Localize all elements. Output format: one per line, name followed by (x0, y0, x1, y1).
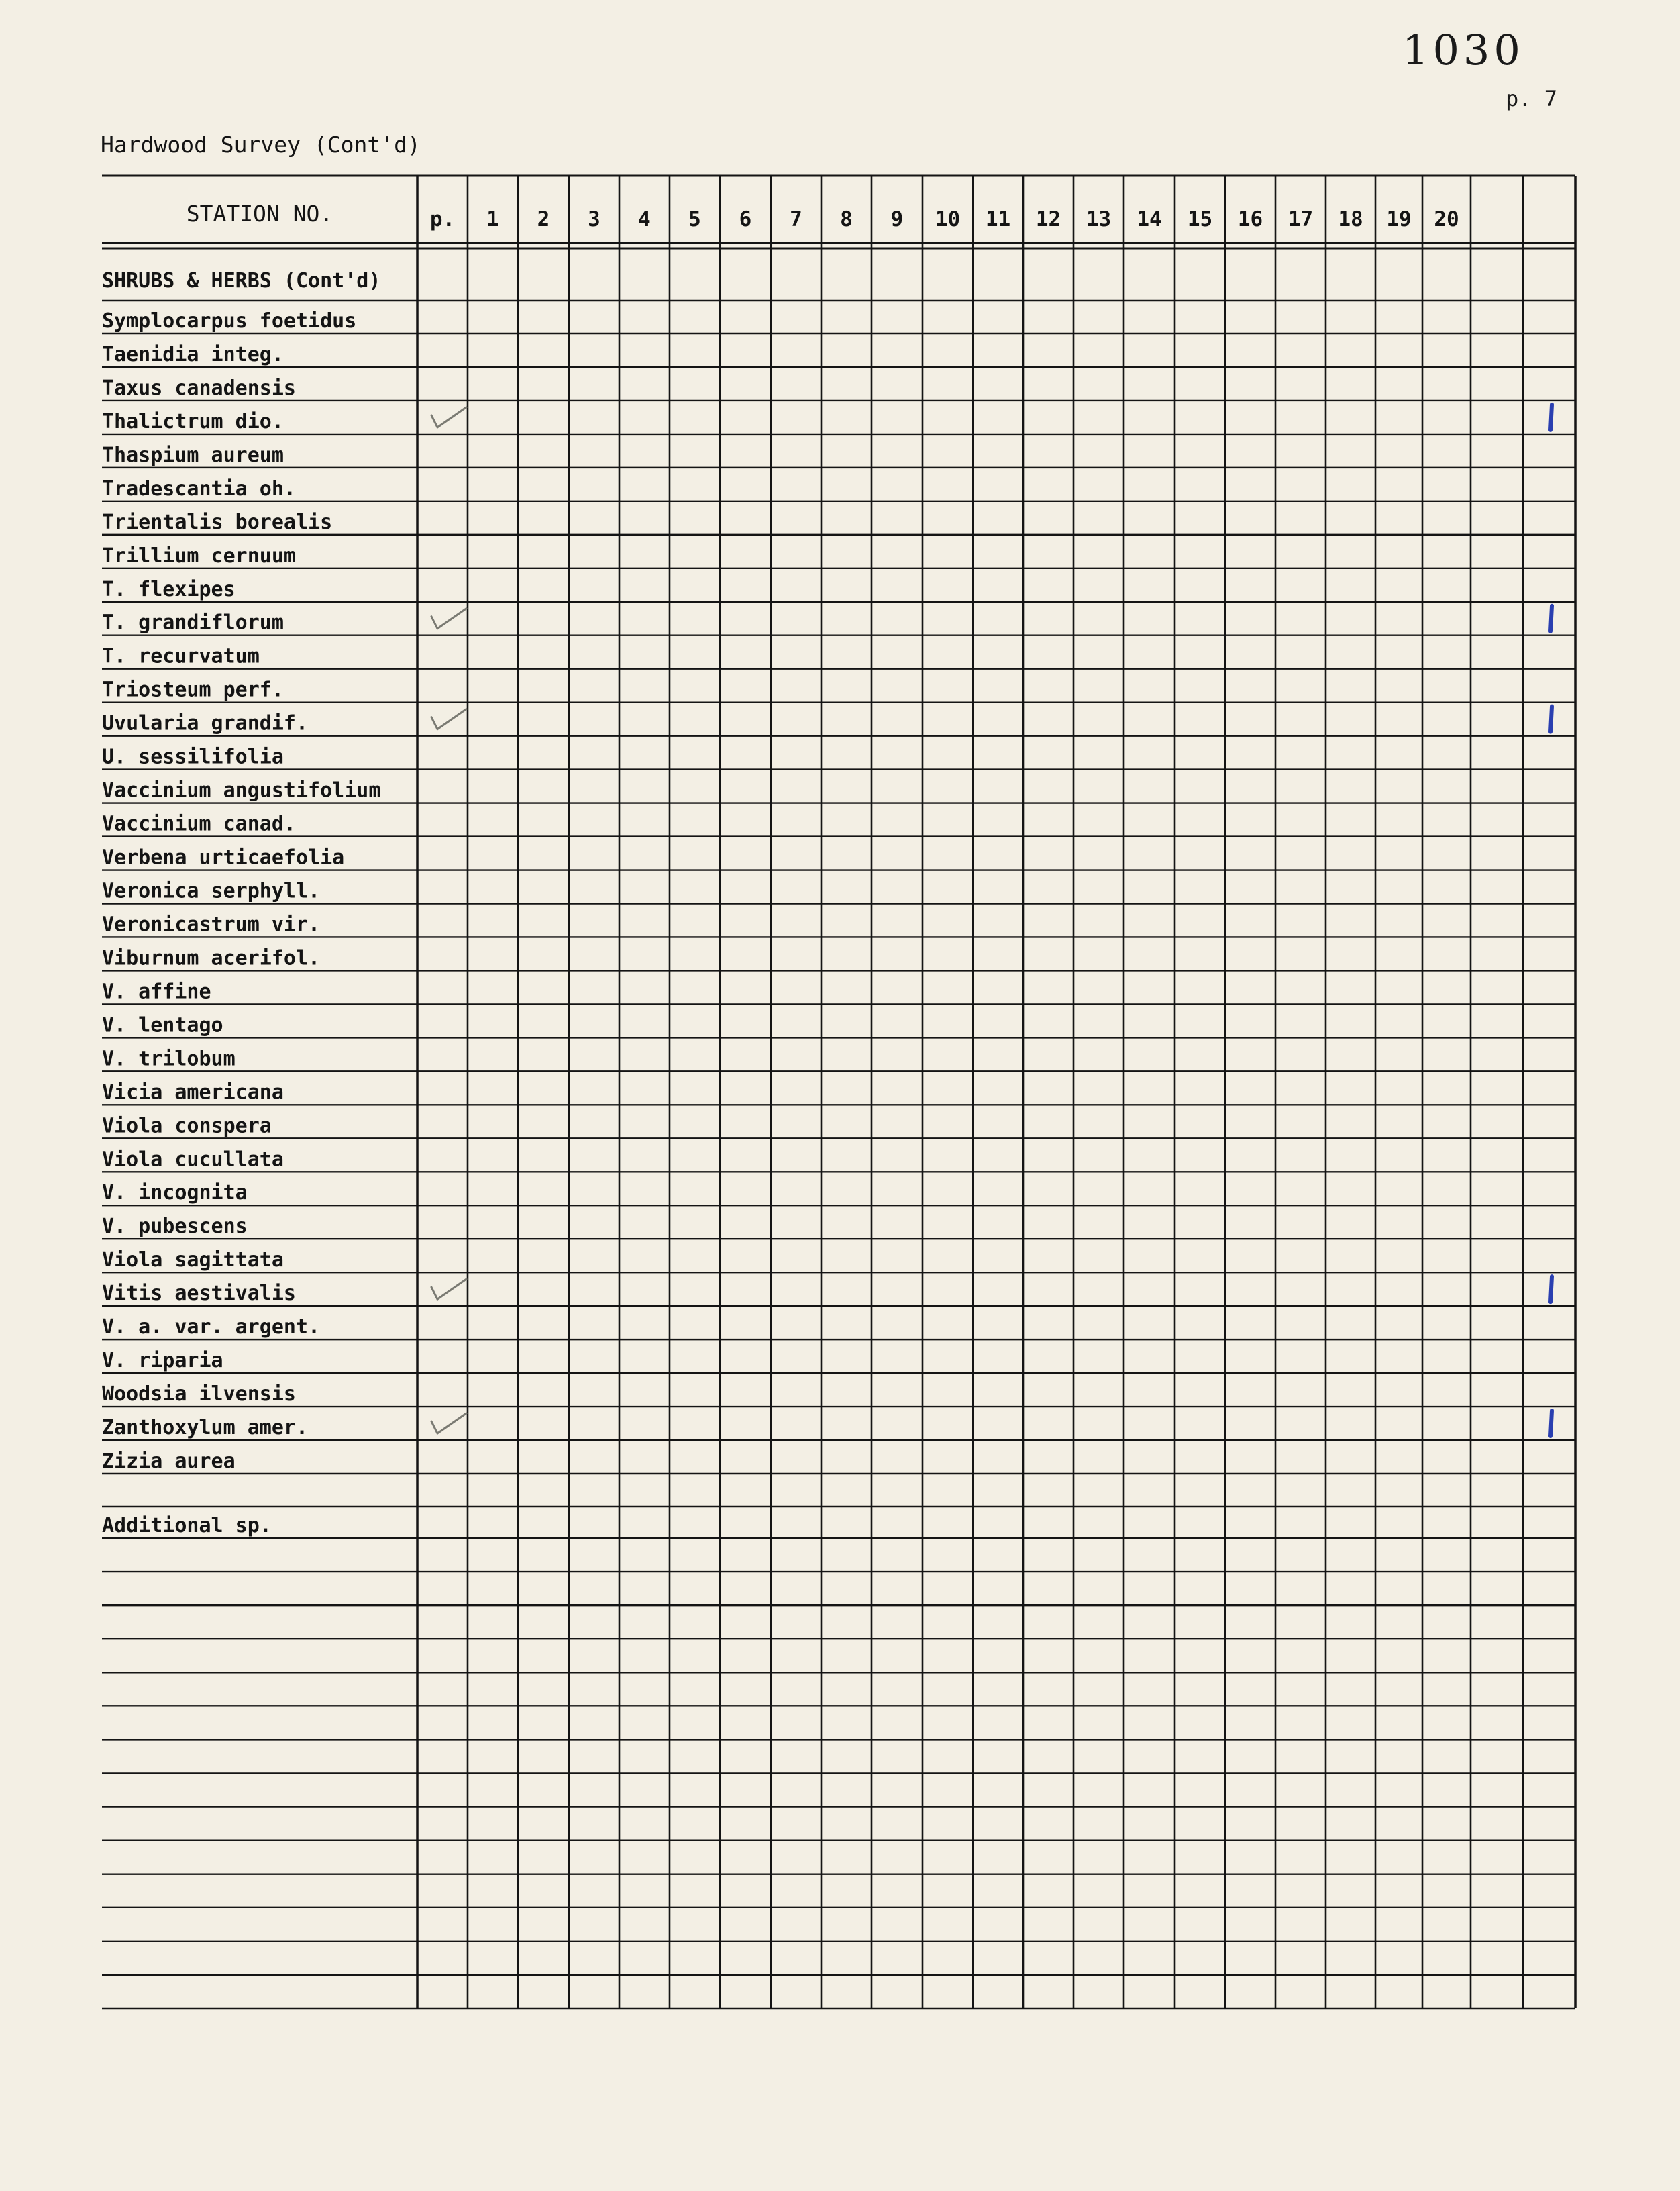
column-header: 20 (1434, 207, 1459, 232)
column-header: 10 (935, 207, 961, 232)
species-label: Symplocarpus foetidus (102, 309, 357, 333)
species-label: T. recurvatum (102, 644, 260, 668)
species-label: Veronicastrum vir. (102, 913, 321, 937)
column-header: 2 (537, 207, 550, 232)
blue-tally-mark (1551, 606, 1552, 631)
column-header: 15 (1187, 207, 1213, 232)
species-label: Woodsia ilvensis (102, 1382, 296, 1407)
species-label: Viola conspera (102, 1114, 272, 1138)
species-label: U. sessilifolia (102, 745, 284, 769)
species-label: T. flexipes (102, 577, 235, 601)
column-header: 12 (1035, 207, 1061, 232)
column-header: 1 (486, 207, 499, 232)
column-header: 9 (890, 207, 904, 232)
pencil-check-mark (431, 407, 466, 427)
column-header: 5 (688, 207, 701, 232)
species-label: V. trilobum (102, 1047, 235, 1071)
column-header: 6 (739, 207, 752, 232)
species-label: Zizia aurea (102, 1449, 235, 1473)
species-label: Tradescantia oh. (102, 476, 296, 501)
species-label: V. riparia (102, 1349, 223, 1373)
species-label: Triosteum perf. (102, 678, 284, 702)
column-header: p. (429, 207, 456, 232)
column-header: 16 (1237, 207, 1263, 232)
species-label: Thaspium aureum (102, 443, 284, 467)
species-label: V. affine (102, 980, 211, 1004)
species-label: Thalictrum dio. (102, 409, 284, 434)
species-label: Vicia americana (102, 1080, 284, 1105)
species-label: V. pubescens (102, 1215, 248, 1239)
species-label: Trientalis borealis (102, 510, 333, 534)
species-label: Trillium cernuum (102, 544, 296, 568)
species-label: Viola sagittata (102, 1248, 284, 1272)
survey-title: Hardwood Survey (Cont'd) (101, 132, 421, 158)
column-header: 7 (790, 207, 802, 232)
section-title: SHRUBS & HERBS (Cont'd) (102, 269, 381, 293)
blue-tally-mark (1551, 707, 1552, 732)
blue-tally-mark (1551, 1276, 1552, 1302)
column-header: 3 (588, 207, 600, 232)
species-label: V. lentago (102, 1013, 223, 1037)
pencil-check-mark (431, 609, 466, 629)
species-label: Taenidia integ. (102, 342, 284, 366)
species-label: Verbena urticaefolia (102, 846, 345, 870)
species-label: Veronica serphyll. (102, 879, 321, 903)
species-label: Viola cucullata (102, 1148, 284, 1172)
species-label: Zanthoxylum amer. (102, 1416, 309, 1440)
species-label: Vaccinium canad. (102, 812, 296, 836)
additional-species-label: Additional sp. (102, 1514, 272, 1537)
species-label: V. incognita (102, 1181, 248, 1205)
pencil-check-mark (431, 1413, 466, 1433)
pencil-check-mark (431, 709, 466, 729)
species-label: T. grandiflorum (102, 611, 284, 635)
column-header: 11 (985, 207, 1011, 232)
sheet-number: 1030 (1402, 26, 1524, 74)
page-label: p. 7 (1506, 86, 1558, 111)
pencil-check-mark (431, 1279, 466, 1299)
blue-tally-mark (1551, 405, 1552, 430)
species-label: Vaccinium angustifolium (102, 778, 381, 803)
station-number-label: STATION NO. (186, 201, 333, 227)
species-label: Uvularia grandif. (102, 711, 309, 735)
column-header: 18 (1338, 207, 1363, 232)
column-header: 14 (1137, 207, 1162, 232)
column-header: 17 (1288, 207, 1314, 232)
column-header: 4 (638, 207, 651, 232)
column-header: 8 (840, 207, 853, 232)
species-label: Taxus canadensis (102, 376, 296, 400)
species-label: V. a. var. argent. (102, 1315, 321, 1339)
column-header: 19 (1386, 207, 1412, 232)
species-label: Vitis aestivalis (102, 1282, 296, 1306)
species-label: Viburnum acerifol. (102, 946, 321, 970)
column-header: 13 (1086, 207, 1112, 232)
blue-tally-mark (1551, 1411, 1552, 1436)
